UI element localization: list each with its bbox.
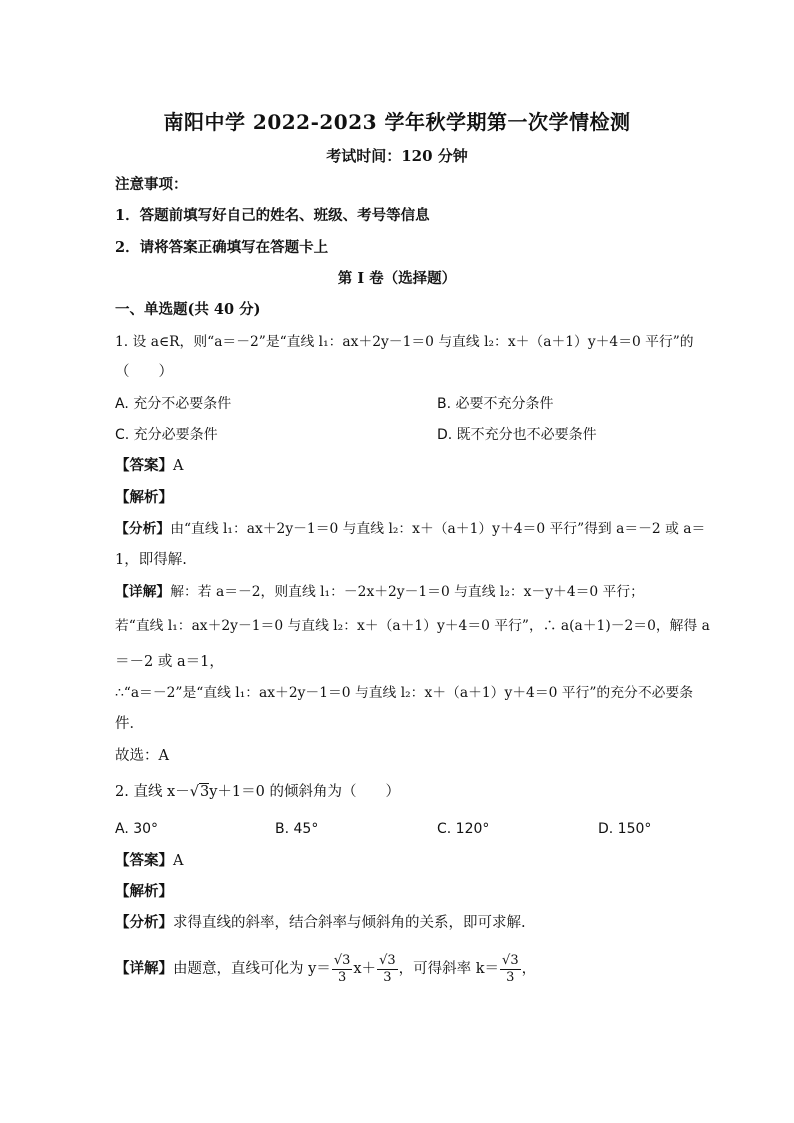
xiangjie-tag: 【详解】: [115, 584, 171, 600]
section-heading: 一、单选题(共 40 分): [115, 301, 261, 318]
q1-answer-line: [115, 456, 183, 476]
fraction-numerator: √3: [502, 952, 519, 968]
q1-detail-line-1: [115, 582, 644, 602]
q2-detail-end: ，: [521, 961, 537, 977]
q1-fenxi-text-2: 1，即得解.: [115, 552, 187, 568]
fenxi-tag: 【分析】: [115, 914, 173, 931]
q1-stem: 1. 设 a∈R，则“a＝－2”是“直线 l₁：ax＋2y－1＝0 与直线 l₂：x＋（a＋1）y＋4＝0 平行”的: [115, 334, 694, 350]
q2-stem-pre: 2. 直线 x－: [115, 784, 190, 800]
q2-fenxi-line: [115, 913, 526, 933]
q2-detail-x: x＋: [353, 961, 377, 977]
q2-detail-line: [115, 952, 536, 986]
exam-title: 南阳中学 2022-2023 学年秋学期第一次学情检测: [163, 110, 631, 134]
q1-analysis-tag: 【解析】: [115, 489, 173, 506]
fraction: [332, 953, 353, 986]
q2-stem-sqrt: 3: [199, 784, 210, 800]
q1-option-c: C. 充分必要条件: [115, 427, 218, 443]
q2-stem-post: y＋1＝0 的倾斜角为（ ）: [209, 784, 400, 800]
volume-heading: 第 I 卷（选择题）: [337, 270, 457, 287]
fraction: [377, 953, 398, 986]
q2-answer-line: [115, 851, 183, 871]
q2-stem: [115, 782, 400, 802]
fraction-numerator: √3: [379, 952, 396, 968]
q2-option-d: D. 150°: [598, 821, 652, 837]
q2-analysis-tag: 【解析】: [115, 883, 173, 900]
q1-option-a: A. 充分不必要条件: [115, 396, 232, 412]
answer-tag: 【答案】: [115, 457, 173, 474]
q2-option-b: B. 45°: [275, 821, 319, 837]
q1-detail-text-4: ∴“a＝－2”是“直线 l₁：ax＋2y－1＝0 与直线 l₂：x＋（a＋1）y＋4＝0 平行”的充分不必要条: [115, 685, 694, 701]
q1-detail-text-1: 解：若 a＝－2，则直线 l₁：－2x＋2y－1＝0 与直线 l₂：x－y＋4＝0 平行；: [170, 584, 644, 600]
q2-option-c: C. 120°: [437, 821, 490, 837]
sqrt-icon: √: [189, 784, 199, 800]
q2-detail-pre: 由题意，直线可化为 y＝: [173, 961, 331, 977]
q1-paren: （ ）: [115, 364, 173, 380]
q2-answer: A: [173, 853, 184, 869]
q1-detail-text-2: 若“直线 l₁：ax＋2y－1＝0 与直线 l₂：x＋（a＋1）y＋4＝0 平行”，∴ a(a＋1)－2＝0，解得 a: [115, 618, 710, 634]
fraction: [500, 953, 521, 986]
q1-fenxi-text-1: 由“直线 l₁：ax＋2y－1＝0 与直线 l₂：x＋（a＋1）y＋4＝0 平行”得到 a＝－2 或 a＝: [170, 521, 706, 537]
q1-detail-text-5: 件．: [115, 716, 144, 732]
answer-tag: 【答案】: [115, 852, 173, 869]
q1-choose: 故选：A: [115, 748, 169, 764]
fraction-denominator: 3: [337, 969, 347, 985]
q2-fenxi-text: 求得直线的斜率，结合斜率与倾斜角的关系，即可求解.: [173, 915, 526, 931]
q2-option-a: A. 30°: [115, 821, 159, 837]
q1-answer: A: [173, 458, 184, 474]
exam-duration: 考试时间：120 分钟: [326, 147, 468, 165]
fraction-denominator: 3: [506, 969, 515, 985]
q1-option-b: B. 必要不充分条件: [437, 396, 554, 412]
note-item-1: 1．答题前填写好自己的姓名、班级、考号等信息: [115, 207, 430, 224]
q1-fenxi-line-1: [115, 519, 705, 539]
xiangjie-tag: 【详解】: [115, 960, 173, 977]
note-item-2: 2．请将答案正确填写在答题卡上: [115, 239, 329, 256]
fraction-denominator: 3: [383, 969, 392, 985]
q1-detail-text-3: ＝－2 或 a＝1，: [115, 654, 224, 670]
fenxi-tag: 【分析】: [115, 521, 171, 537]
q2-detail-mid: ，可得斜率 k＝: [398, 961, 500, 977]
notes-heading: 注意事项：: [115, 176, 188, 193]
q1-option-d: D. 既不充分也不必要条件: [437, 427, 597, 443]
fraction-numerator: √3: [333, 952, 351, 968]
